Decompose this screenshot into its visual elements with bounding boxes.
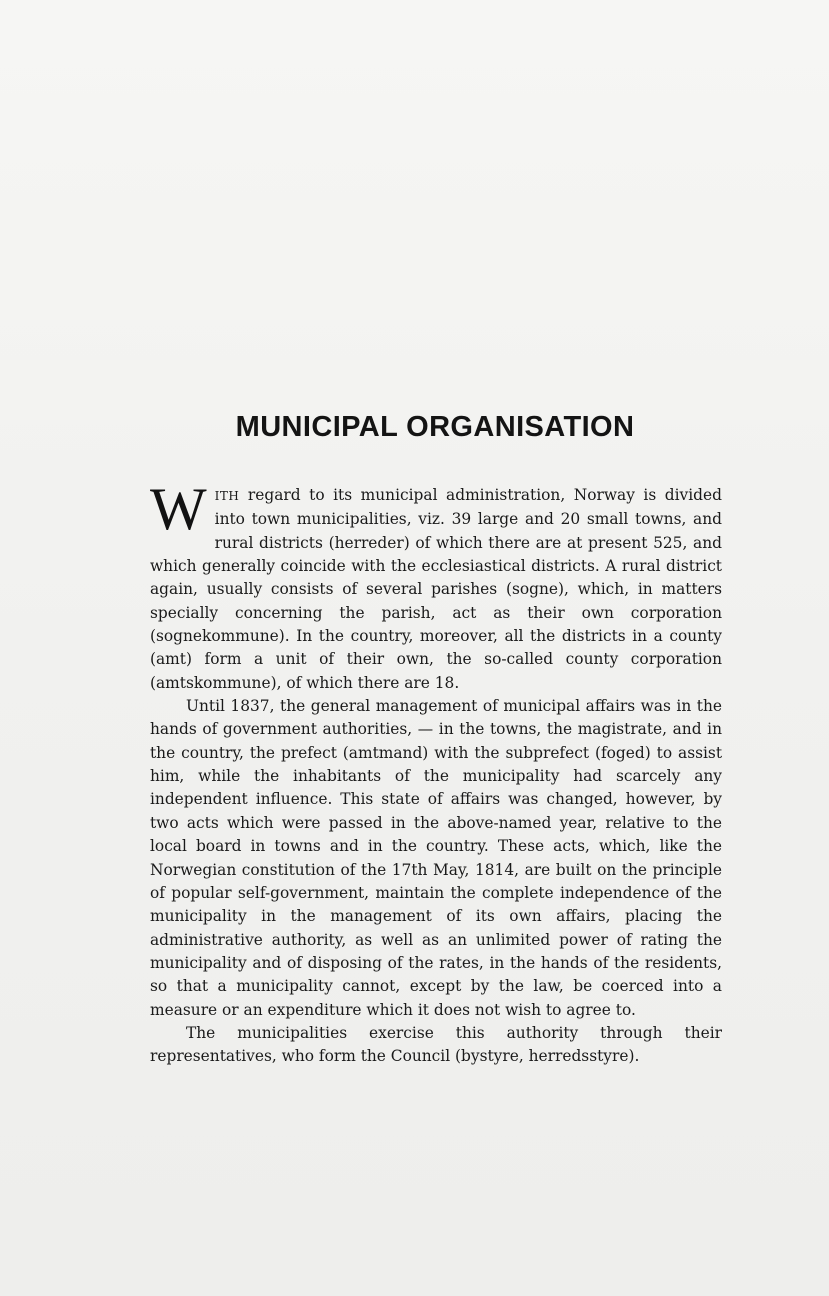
paragraph-intro bbox=[150, 476, 722, 695]
paragraph-council: The municipalities exercise this authority through their representatives, who form the Council (bystyre, herredsstyre). bbox=[150, 1023, 722, 1066]
paragraph-intro-text: regard to its municipal administration, Norway is divided into town municipalities, viz. 39 large and 20 small towns, and rural districts (herreder) of which there are at present 525, and which generally coincide with the ecclesiastical districts. A rural district again, usually consists of several parishes (sogne), which, in matters specially concerning the parish, act as their own corporation (sognekommune). In the country, moreover, all the districts in a county (amt) form a unit of their own, the so-called county corporation (amtskommune), of which there are 18. bbox=[150, 486, 722, 692]
drop-cap: W bbox=[150, 476, 207, 542]
paragraph-history: Until 1837, the general management of municipal affairs was in the hands of government authorities, — in the towns, the magistrate, and in the country, the prefect (amtmand) with the subprefect (foged) to assist him, while the inhabitants of the municipality had scarcely any independent influence. This state of affairs was changed, however, by two acts which were passed in the above-named year, relative to the local board in towns and in the country. These acts, which, like the Norwegian constitution of the 17th May, 1814, are built on the principle of popular self-government, maintain the complete independence of the municipality in the management of its own affairs, placing the administrative authority, as well as an unlimited power of rating the municipality and of disposing of the rates, in the hands of the residents, so that a municipality cannot, except by the law, be coerced into a measure or an expenditure which it does not wish to agree to. bbox=[150, 697, 722, 1019]
body-text bbox=[150, 476, 722, 1069]
lead-in-smallcaps: ITH bbox=[214, 489, 240, 503]
page-title: MUNICIPAL ORGANISATION bbox=[235, 411, 635, 443]
